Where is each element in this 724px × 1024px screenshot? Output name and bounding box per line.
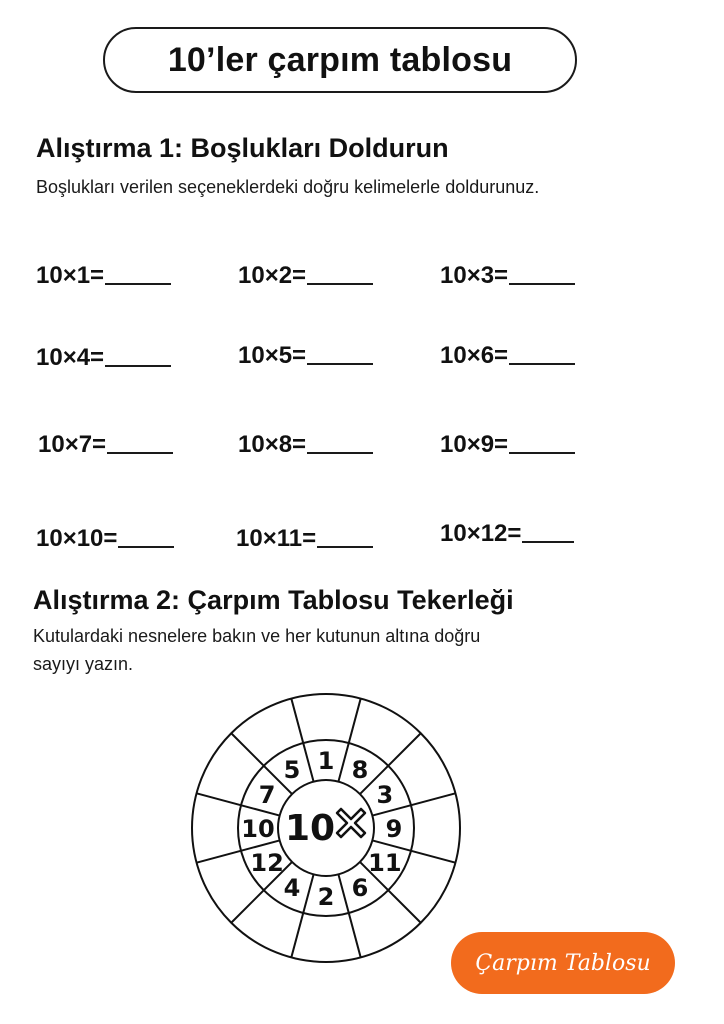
exercise2-description	[33, 622, 480, 678]
answer-blank[interactable]	[509, 452, 575, 454]
wheel-number: 2	[317, 883, 335, 911]
wheel-number: 7	[258, 781, 276, 809]
brand-label: Çarpım Tablosu	[475, 950, 651, 976]
answer-blank[interactable]	[509, 363, 575, 365]
answer-blank[interactable]	[107, 452, 173, 454]
problem-label: 10×5=	[238, 342, 307, 369]
answer-blank[interactable]	[105, 283, 171, 285]
problem-label: 10×3=	[440, 262, 509, 289]
answer-blank[interactable]	[509, 283, 575, 285]
multiplication-wheel	[188, 690, 464, 966]
problem-label: 10×7=	[38, 431, 107, 458]
wheel-number: 9	[385, 815, 403, 843]
problem-item	[440, 342, 575, 370]
problem-label: 10×2=	[238, 262, 307, 289]
problem-label: 10×11=	[236, 525, 317, 552]
problem-label: 10×12=	[440, 520, 522, 547]
exercise1-description: Boşlukları verilen seçeneklerdeki doğru kelimelerle doldurunuz.	[36, 177, 540, 197]
problem-item	[238, 431, 373, 459]
answer-blank[interactable]	[105, 365, 171, 367]
problem-item	[238, 262, 373, 290]
problem-item	[36, 525, 174, 553]
exercise2-description-line: Kutulardaki nesnelere bakın ve her kutunun altına doğru	[33, 626, 481, 646]
problem-label: 10×4=	[36, 344, 105, 371]
problem-item	[36, 344, 171, 372]
problem-item	[440, 431, 575, 459]
problem-label: 10×6=	[440, 342, 509, 369]
wheel-number: 10	[241, 815, 275, 843]
page-title: 10’ler çarpım tablosu	[103, 27, 577, 93]
wheel-center-label: 10	[284, 808, 336, 849]
problem-label: 10×8=	[238, 431, 307, 458]
multiply-icon	[337, 809, 365, 837]
wheel-number: 3	[376, 781, 394, 809]
brand-badge	[451, 932, 675, 994]
wheel-number: 6	[351, 873, 369, 902]
exercise2-description-line: sayıyı yazın.	[33, 654, 134, 674]
exercise1-heading: Alıştırma 1: Boşlukları Doldurun	[36, 133, 449, 163]
problem-item	[440, 262, 575, 290]
wheel-number: 1	[317, 747, 335, 775]
problem-item	[38, 431, 173, 459]
problem-label: 10×9=	[440, 431, 509, 458]
problem-item	[238, 342, 373, 370]
answer-blank[interactable]	[307, 363, 373, 365]
answer-blank[interactable]	[118, 546, 174, 548]
wheel-number: 8	[351, 756, 369, 785]
wheel-number: 11	[368, 849, 402, 877]
answer-blank[interactable]	[307, 452, 373, 454]
exercise2-heading: Alıştırma 2: Çarpım Tablosu Tekerleği	[33, 585, 514, 615]
problem-label: 10×10=	[36, 525, 118, 552]
answer-blank[interactable]	[522, 541, 574, 543]
wheel-number: 4	[283, 873, 301, 902]
problem-item	[36, 262, 171, 290]
problem-label: 10×1=	[36, 262, 105, 289]
problem-item	[236, 525, 373, 553]
wheel-number: 12	[250, 849, 284, 877]
wheel-number: 5	[283, 756, 301, 785]
answer-blank[interactable]	[307, 283, 373, 285]
answer-blank[interactable]	[317, 546, 373, 548]
problem-item	[440, 520, 574, 548]
